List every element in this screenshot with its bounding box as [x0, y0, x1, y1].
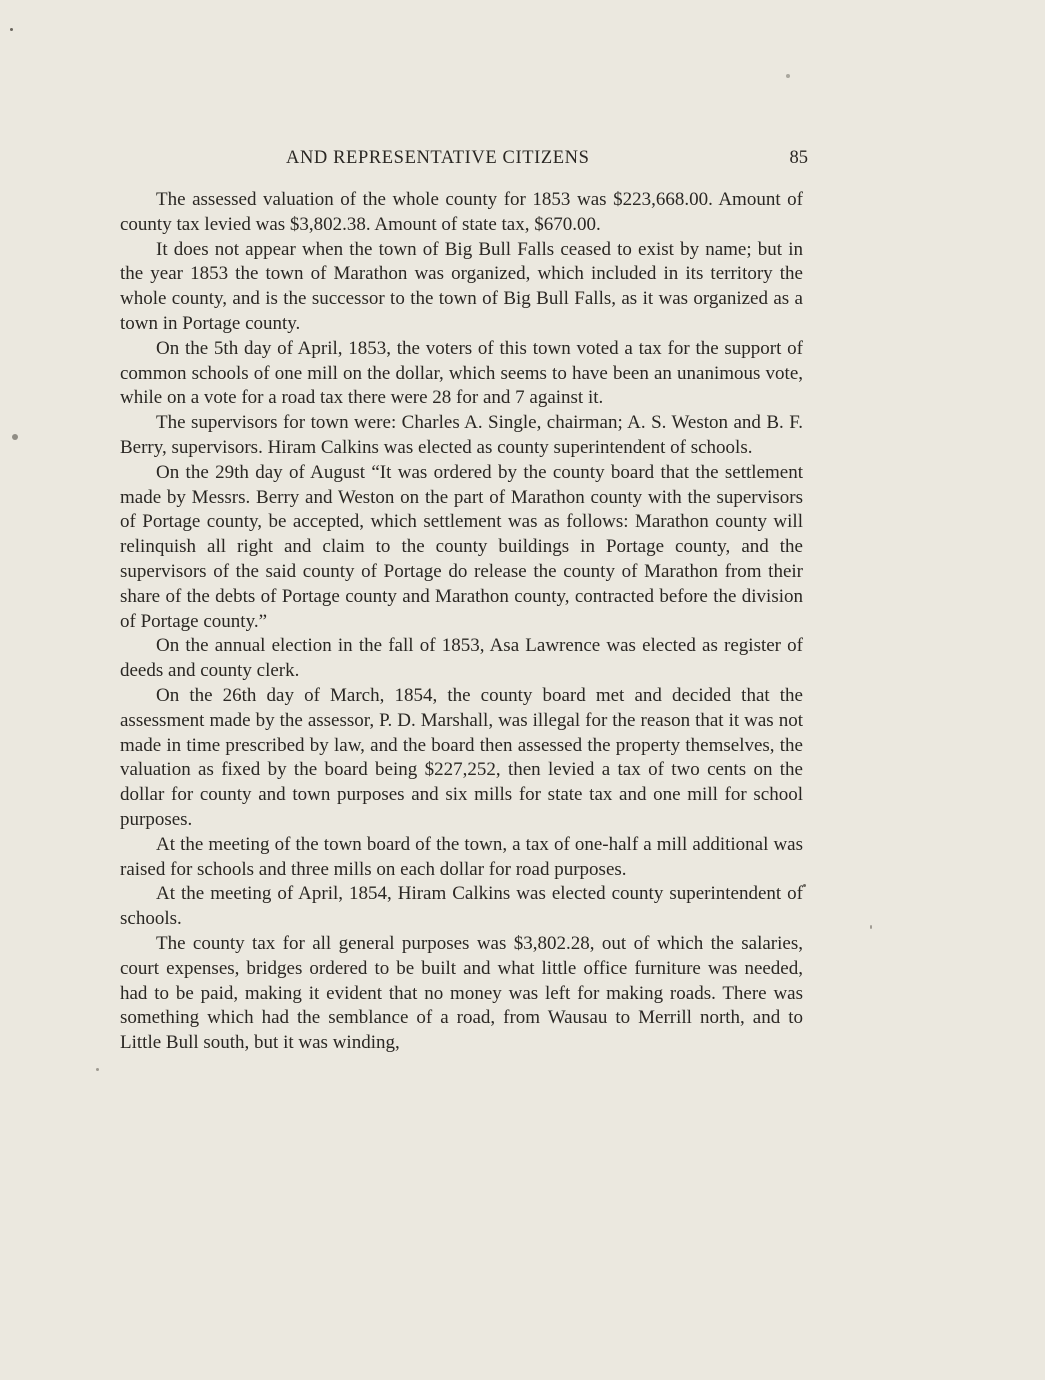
paragraph-1: The assessed valuation of the whole county for 1853 was $223,668.00. Amount of county tax levied was $3,802.38. Amount of state tax, $670.00.: [120, 189, 803, 235]
paragraph-3: On the 5th day of April, 1853, the voters of this town voted a tax for the support of common schools of one mill on the dollar, which seems to have been an unanimous vote, while on a vote for a road tax there were 28 for and 7 against it.: [120, 337, 803, 409]
paragraph-5: On the 29th day of August “It was ordered by the county board that the settlement made by Messrs. Berry and Weston on the part of Marathon county with the supervisors of Portage county, be accepted, which settlement was as follows: Marathon county will relinquish all right and claim to the county buildings in Portage county, and the supervisors of the said county of Portage do release the county of Marathon from their share of the debts of Portage county and Marathon county, contracted before the division of Portage county.”: [120, 461, 803, 632]
paragraph-9: At the meeting of April, 1854, Hiram Calkins was elected county superintendent of schools.: [120, 883, 803, 930]
paragraph-8: At the meeting of the town board of the town, a tax of one-half a mill additional was raised for schools and three mills on each dollar for road purposes.: [120, 833, 803, 880]
page-number: 85: [789, 148, 808, 168]
paper-speck: [870, 925, 872, 929]
running-header: [120, 148, 808, 176]
paragraph-7: On the 26th day of March, 1854, the county board met and decided that the assessment made by the assessor, P. D. Marshall, was illegal for the reason that it was not made in time prescribed by law, and the board then assessed the property themselves, the valuation as fixed by the board being $227,252, then levied a tax of two cents on the dollar for county and town purposes and six mills for state tax and one mill for school purposes.: [120, 684, 803, 830]
paper-speck: [10, 28, 13, 31]
paragraph-4: The supervisors for town were: Charles A. Single, chairman; A. S. Weston and B. F. Berry, supervisors. Hiram Calkins was elected as county superintendent of schools.: [120, 412, 803, 458]
paper-speck: [786, 74, 790, 78]
body-text: [120, 188, 803, 1056]
paper-speck: [803, 884, 806, 887]
running-head-title: AND REPRESENTATIVE CITIZENS: [286, 148, 590, 168]
paragraph-10: The county tax for all general purposes was $3,802.28, out of which the salaries, court expenses, bridges ordered to be built and what little office furniture was needed, had to be paid, making it evident that no money was left for making roads. There was something which had the semblance of a road, from Wausau to Merrill north, and to Little Bull south, but it was winding,: [120, 932, 803, 1054]
paragraph-2: It does not appear when the town of Big Bull Falls ceased to exist by name; but in the year 1853 the town of Marathon was organized, which included in its territory the whole county, and is the successor to the town of Big Bull Falls, as it was organized as a town in Portage county.: [120, 238, 803, 334]
paper-speck: [96, 1068, 99, 1071]
paper-speck: [12, 434, 18, 440]
paragraph-6: On the annual election in the fall of 1853, Asa Lawrence was elected as register of deeds and county clerk.: [120, 635, 803, 682]
